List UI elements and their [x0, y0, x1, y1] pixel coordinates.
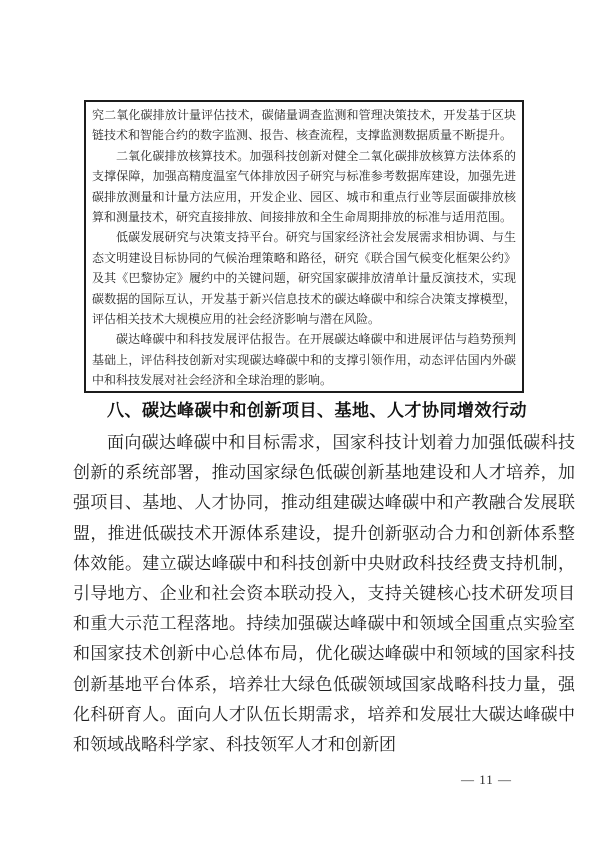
box-paragraph-assessment-report: 碳达峰碳中和科技发展评估报告。在开展碳达峰碳中和进展评估与趋势预判基础上，评估科技创新对实现碳达峰碳中和的支撑引领作用，动态评估国内外碳中和科技发展对社会经济和全球治理的影响。 [92, 332, 516, 388]
box-paragraph-decision-platform: 低碳发展研究与决策支持平台。研究与国家经济社会发展需求相协调、与生态文明建设目标协同的气候治理策略和路径，研究《联合国气候变化框架公约》及其《巴黎协定》履约中的关键问题，研究国家碳排放清单计量反演技术，实现碳数据的国际互认，开发基于新兴信息技术的碳达峰碳中和综合决策支撑模型，评估相关技术大规模应用的社会经济影响与潜在风险。 [92, 230, 516, 327]
boxed-text-block [84, 100, 524, 393]
box-paragraph-continuation: 究二氧化碳排放计量评估技术，碳储量调查监测和管理决策技术，开发基于区块链技术和智能合约的数字监测、报告、核查流程，支撑监测数据质量不断提升。 [92, 108, 516, 143]
box-paragraph-accounting-tech: 二氧化碳排放核算技术。加强科技创新对健全二氧化碳排放核算方法体系的支撑保障，加强高精度温室气体排放因子研究与标准参考数据库建设，加强先进碳排放测量和计量方法应用，开发企业、园区、城市和重点行业等层面碳排放核算和测量技术，研究直接排放、间接排放和全生命周期排放的标准与适用范围。 [92, 148, 516, 225]
page-number: — 11 — [460, 772, 512, 787]
section-heading: 八、碳达峰碳中和创新项目、基地、人才协同增效行动 [107, 401, 527, 420]
body-paragraph: 面向碳达峰碳中和目标需求，国家科技计划着力加强低碳科技创新的系统部署，推动国家绿色低碳创新基地建设和人才培养，加强项目、基地、人才协同，推动组建碳达峰碳中和产教融合发展联盟，推进低碳技术开源体系建设，提升创新驱动合力和创新体系整体效能。建立碳达峰碳中和科技创新中央财政科技经费支持机制，引导地方、企业和社会资本联动投入，支持关键核心技术研发项目和重大示范工程落地。持续加强碳达峰碳中和领域全国重点实验室和国家技术创新中心总体布局，优化碳达峰碳中和领域的国家科技创新基地平台体系，培养壮大绿色低碳领域国家战略科技力量，强化科研育人。面向人才队伍长期需求，培养和发展壮大碳达峰碳中和领域战略科学家、科技领军人才和创新团 [73, 433, 575, 755]
